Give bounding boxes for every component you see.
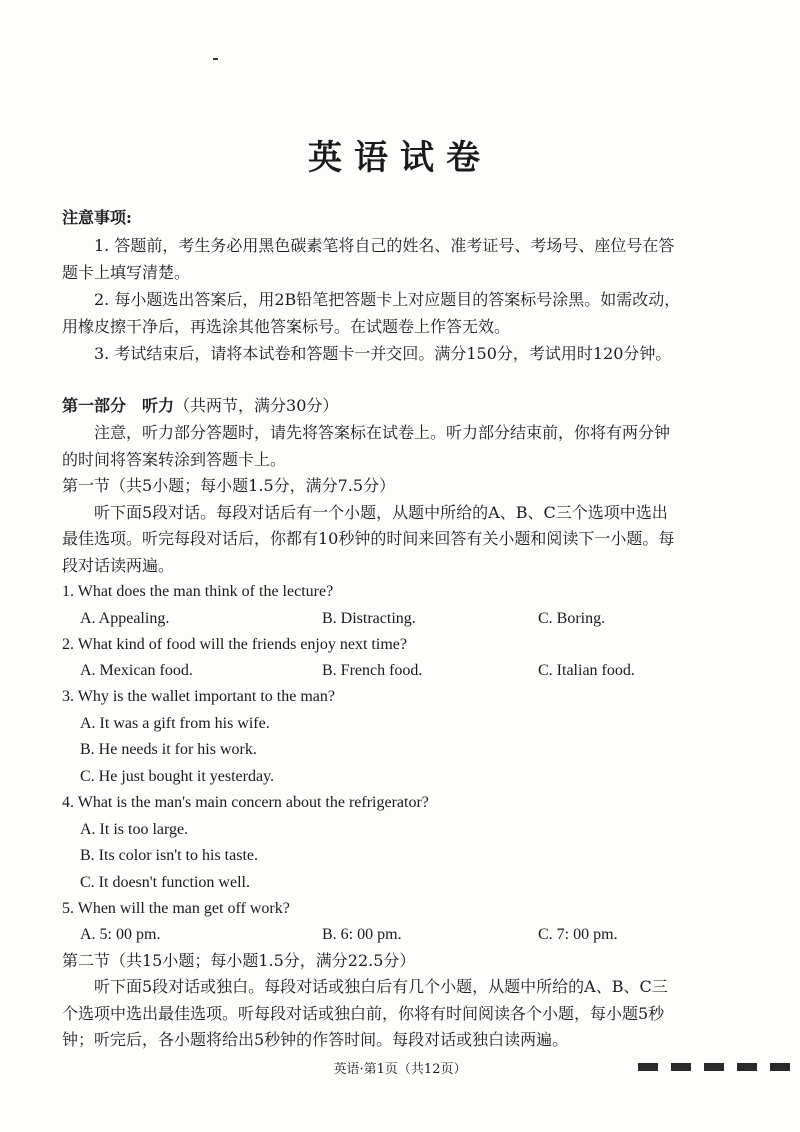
registration-marks (638, 1063, 790, 1071)
registration-mark (770, 1063, 790, 1071)
notice-item-2-line-1: 2. 每小题选出答案后，用2B铅笔把答题卡上对应题目的答案标号涂黑。如需改动， (94, 290, 681, 309)
q3-option-b: B. He needs it for his work. (80, 741, 257, 758)
notice-item-1-line-2: 题卡上填写清楚。 (62, 263, 191, 282)
registration-mark (737, 1063, 757, 1071)
q3-option-a: A. It was a gift from his wife. (80, 715, 270, 732)
notice-item-2-line-2: 用橡皮擦干净后，再选涂其他答案标号。在试题卷上作答无效。 (62, 317, 511, 336)
q5-option-a: A. 5: 00 pm. (80, 926, 161, 943)
q5-option-b: B. 6: 00 pm. (322, 926, 402, 943)
q4-option-a: A. It is too large. (80, 821, 189, 838)
q2-option-c: C. Italian food. (538, 662, 635, 679)
q1-stem: 1. What does the man think of the lecture? (62, 583, 334, 600)
q2-option-a: A. Mexican food. (80, 662, 193, 679)
registration-mark (671, 1063, 691, 1071)
part1-heading-title: 第一部分 听力 (62, 396, 175, 415)
section1-heading: 第一节（共5小题；每小题1.5分，满分7.5分） (62, 476, 396, 495)
page-title: 英语试卷 (308, 138, 492, 178)
part1-heading (62, 396, 338, 416)
q1-option-a: A. Appealing. (80, 610, 170, 627)
notice-heading: 注意事项: (62, 208, 132, 227)
section2-instruction-line-3: 钟；听完后，各小题将给出5秒钟的作答时间。每段对话或独白读两遍。 (62, 1030, 569, 1049)
section1-instruction-line-2: 最佳选项。听完每段对话后，你都有10秒钟的时间来回答有关小题和阅读下一小题。每 (62, 529, 675, 548)
section1-instruction-line-3: 段对话读两遍。 (62, 556, 175, 575)
print-speck (213, 58, 218, 60)
q2-stem: 2. What kind of food will the friends enjoy next time? (62, 636, 407, 653)
q1-option-c: C. Boring. (538, 610, 606, 627)
notice-item-3: 3. 考试结束后，请将本试卷和答题卡一并交回。满分150分，考试用时120分钟。 (94, 344, 672, 363)
part1-heading-score: （共两节，满分30分） (174, 396, 339, 415)
section2-instruction-line-2: 个选项中选出最佳选项。听每段对话或独白前，你将有时间阅读各个小题，每小题5秒 (62, 1004, 665, 1023)
notice-item-1-line-1: 1. 答题前，考生务必用黑色碳素笔将自己的姓名、准考证号、考场号、座位号在答 (94, 236, 675, 255)
q1-option-b: B. Distracting. (322, 610, 416, 627)
q3-option-c: C. He just bought it yesterday. (80, 768, 275, 785)
q3-stem: 3. Why is the wallet important to the man? (62, 688, 335, 705)
registration-mark (638, 1063, 658, 1071)
part1-note-line-1: 注意，听力部分答题时，请先将答案标在试卷上。听力部分结束前，你将有两分钟 (94, 423, 671, 442)
q4-stem: 4. What is the man's main concern about the refrigerator? (62, 794, 429, 811)
section2-instruction-line-1: 听下面5段对话或独白。每段对话或独白后有几个小题，从题中所给的A、B、C三 (94, 977, 668, 996)
section1-instruction-line-1: 听下面5段对话。每段对话后有一个小题，从题中所给的A、B、C三个选项中选出 (94, 503, 668, 522)
q5-option-c: C. 7: 00 pm. (538, 926, 618, 943)
q5-stem: 5. When will the man get off work? (62, 900, 290, 917)
section2-heading: 第二节（共15小题；每小题1.5分，满分22.5分） (62, 951, 416, 970)
registration-mark (704, 1063, 724, 1071)
q4-option-b: B. Its color isn't to his taste. (80, 847, 258, 864)
q4-option-c: C. It doesn't function well. (80, 874, 250, 891)
part1-note-line-2: 的时间将答案转涂到答题卡上。 (62, 450, 287, 469)
page-footer: 英语·第1页（共12页） (333, 1062, 467, 1077)
q2-option-b: B. French food. (322, 662, 423, 679)
